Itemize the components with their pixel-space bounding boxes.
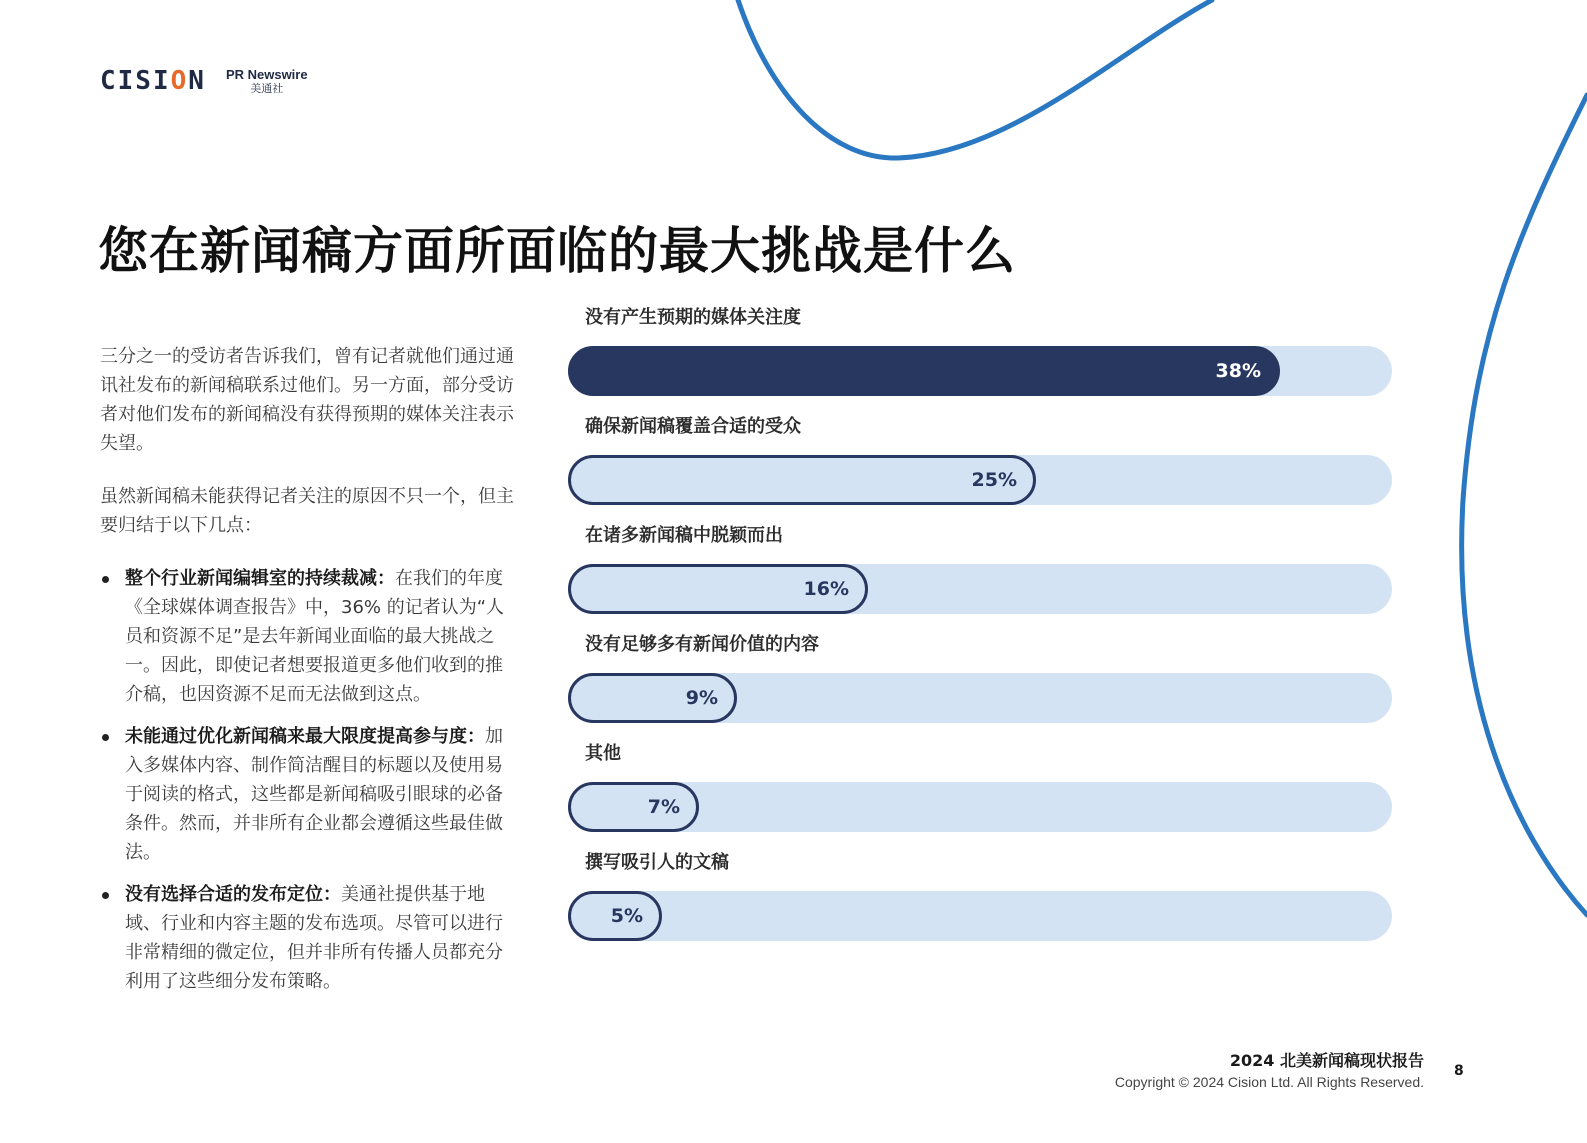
bar-category-label: 撰写吸引人的文稿 [585, 852, 729, 873]
bar-value-label: 38% [1215, 360, 1261, 382]
bar-track [568, 782, 1392, 832]
page-number: 8 [1454, 1063, 1464, 1079]
list-item [100, 722, 518, 867]
bar-category-label: 确保新闻稿覆盖合适的受众 [585, 416, 801, 437]
body-text [100, 342, 518, 1009]
bar-row [568, 631, 1392, 726]
challenges-bar-chart [568, 304, 1392, 954]
bar-value-label: 16% [803, 578, 849, 600]
bar [568, 782, 699, 832]
list-item-text: 美通社提供基于地域、行业和内容主题的发布选项。尽管可以进行非常精细的微定位，但并非所有传播人员都充分利用了这些细分发布策略。 [125, 884, 503, 992]
bar-value-label: 9% [685, 687, 718, 709]
bar [568, 455, 1036, 505]
reasons-list [100, 564, 518, 996]
bar-row [568, 849, 1392, 944]
decorative-curve-path [738, 0, 1212, 158]
list-item-heading: 整个行业新闻编辑室的持续裁减： [125, 568, 395, 589]
bar-row [568, 413, 1392, 508]
list-item-text: 在我们的年度《全球媒体调查报告》中，36% 的记者认为“人员和资源不足”是去年新闻业面临的最大挑战之一。因此，即使记者想要报道更多他们收到的推介稿，也因资源不足而无法做到这点。 [125, 568, 505, 705]
bar-row [568, 304, 1392, 399]
bar-track [568, 564, 1392, 614]
bullet-icon [102, 892, 109, 899]
bar-track [568, 455, 1392, 505]
page-title: 您在新闻稿方面所面临的最大挑战是什么 [98, 222, 1016, 280]
bar-value-label: 25% [971, 469, 1017, 491]
footer-report-title: 2024 北美新闻稿现状报告 [1229, 1051, 1424, 1070]
list-item-text: 加入多媒体内容、制作简洁醒目的标题以及使用易于阅读的格式，这些都是新闻稿吸引眼球的必备条件。然而，并非所有企业都会遵循这些最佳做法。 [125, 726, 503, 863]
pr-newswire-name: PR Newswire [225, 67, 308, 82]
list-item-heading: 没有选择合适的发布定位： [125, 884, 341, 905]
decorative-curve-path [1462, 95, 1587, 915]
bar [568, 564, 868, 614]
bar-category-label: 其他 [585, 743, 621, 764]
reasons-paragraph: 虽然新闻稿未能获得记者关注的原因不只一个，但主要归结于以下几点： [100, 486, 514, 536]
pr-newswire-logo [226, 67, 308, 95]
bar [568, 673, 737, 723]
bar-category-label: 在诸多新闻稿中脱颖而出 [585, 525, 783, 546]
bar-row [568, 522, 1392, 617]
list-item [100, 880, 518, 996]
list-item [100, 564, 518, 709]
bar-track [568, 673, 1392, 723]
bar-track [568, 891, 1392, 941]
bar-category-label: 没有产生预期的媒体关注度 [585, 307, 801, 328]
cision-logo: CISION [100, 66, 206, 96]
bar-track [568, 346, 1392, 396]
bar [568, 891, 662, 941]
bar-value-label: 5% [610, 905, 643, 927]
bullet-icon [102, 734, 109, 741]
bar-value-label: 7% [647, 796, 680, 818]
list-item-heading: 未能通过优化新闻稿来最大限度提高参与度： [125, 726, 485, 747]
bar-row [568, 740, 1392, 835]
pr-newswire-cn-name: 美通社 [250, 82, 284, 95]
brand-logos [100, 66, 308, 96]
intro-paragraph: 三分之一的受访者告诉我们，曾有记者就他们通过通讯社发布的新闻稿联系过他们。另一方面，部分受访者对他们发布的新闻稿没有获得预期的媒体关注表示失望。 [100, 346, 514, 454]
bar-category-label: 没有足够多有新闻价值的内容 [585, 634, 819, 655]
footer [1115, 1050, 1424, 1092]
footer-copyright: Copyright © 2024 Cision Ltd. All Rights Reserved. [1114, 1074, 1424, 1090]
bullet-icon [102, 576, 109, 583]
bar [568, 346, 1280, 396]
